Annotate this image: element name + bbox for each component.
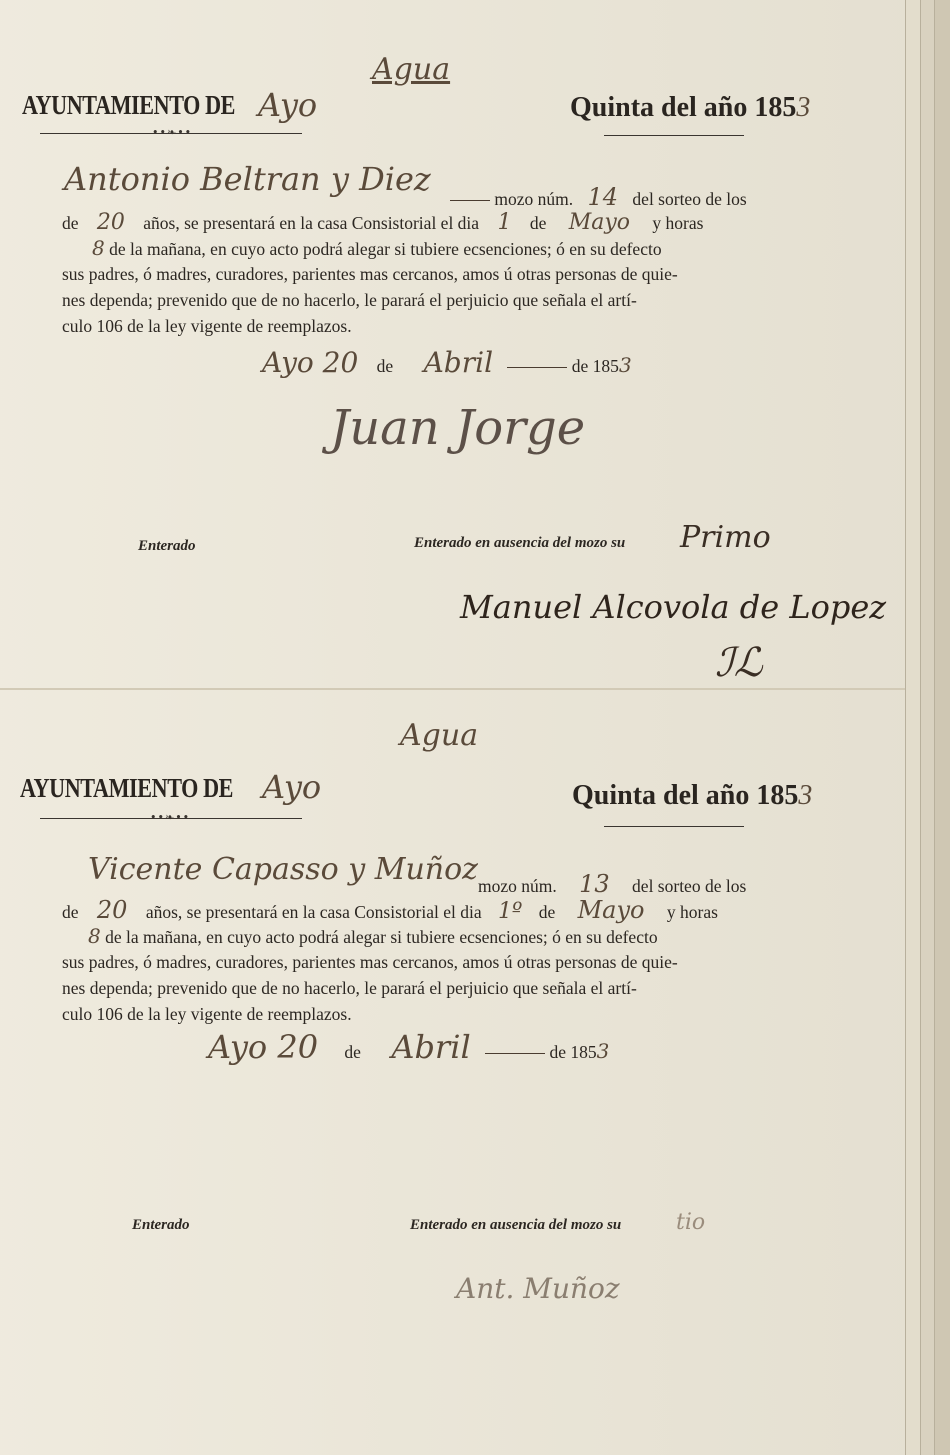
line-2: [62, 898, 718, 926]
quinta-label: Quinta del año 185: [570, 92, 797, 123]
age: 20: [96, 896, 128, 924]
hour: 8: [92, 236, 105, 260]
quinta-heading: [570, 92, 810, 124]
day: 1: [497, 210, 512, 235]
line-2: [62, 210, 703, 237]
quinta-year-digit: 3: [796, 92, 811, 123]
quinta-year-digit: 3: [798, 780, 813, 811]
relative-signature: Ant. Muñoz: [456, 1272, 620, 1305]
enterado-label: Enterado: [138, 538, 196, 554]
quinta-rule: [604, 826, 744, 827]
date-month: Abril: [423, 346, 494, 379]
enterado-ausencia-label: Enterado en ausencia del mozo su: [410, 1217, 622, 1233]
date-year-digit: 3: [618, 353, 632, 377]
quinta-rule: [604, 135, 744, 136]
mozo-number: 14: [587, 183, 619, 211]
ornament-left: ••❧••: [152, 126, 193, 139]
de-label: de: [62, 213, 79, 233]
date-year-digit: 3: [596, 1039, 610, 1063]
page-edge-3: [934, 0, 950, 1455]
de-label-2: de: [538, 902, 556, 922]
place-name: Ayo: [258, 86, 318, 124]
youth-name: Vicente Capasso y Muñoz: [88, 852, 478, 887]
date-de: de: [344, 1042, 361, 1062]
relation: Primo: [680, 520, 771, 555]
line-1: [450, 185, 747, 213]
page-edge-2: [920, 0, 935, 1455]
line3-text: de la mañana, en cuyo acto podrá alegar si tubiere ecsenciones; ó en su defecto: [109, 239, 662, 259]
youth-name: Antonio Beltran y Diez: [64, 160, 431, 198]
relative-signature: Manuel Alcovola de Lopez: [460, 588, 887, 626]
month: Mayo: [568, 210, 631, 235]
hour: 8: [88, 924, 101, 948]
date-de: de: [376, 356, 394, 376]
line-5: nes dependa; prevenido que de no hacerlo, le parará el perjuicio que señala el artí-: [62, 978, 637, 998]
line3-text: de la mañana, en cuyo acto podrá alegar si tubiere ecsenciones; ó en su defecto: [105, 927, 658, 947]
rubric-mark: ℐℒ: [715, 640, 763, 686]
line-4: sus padres, ó madres, curadores, parientes mas cercanos, amos ú otras personas de quie-: [62, 952, 678, 972]
place-name: Ayo: [262, 768, 322, 806]
date-line: [208, 1028, 610, 1066]
date-place: Ayo 20: [208, 1028, 319, 1066]
line2-mid: años, se presentará en la casa Consistorial el dia: [145, 902, 482, 922]
municipality-name: Agua: [400, 718, 479, 753]
line1-tail: del sorteo de los: [632, 189, 747, 209]
official-signature: Juan Jorge: [330, 400, 586, 456]
mozo-label: mozo núm.: [478, 876, 557, 896]
quinta-label: Quinta del año 185: [572, 780, 799, 811]
line2-tail: y horas: [652, 213, 704, 233]
quinta-heading: [572, 780, 812, 812]
line1-tail: del sorteo de los: [632, 876, 747, 896]
line-3: [88, 924, 658, 951]
enterado-ausencia-label: Enterado en ausencia del mozo su: [414, 535, 626, 551]
line-6: culo 106 de la ley vigente de reemplazos.: [62, 1004, 352, 1024]
mozo-number: 13: [579, 870, 610, 898]
line2-mid: años, se presentará en la casa Consistorial el dia: [143, 213, 480, 233]
enterado-label: Enterado: [132, 1217, 190, 1233]
de-label-2: de: [529, 213, 547, 233]
line-5: nes dependa; prevenido que de no hacerlo, le parará el perjuicio que señala el artí-: [62, 290, 637, 310]
municipality-heading: AYUNTAMIENTO DE: [20, 773, 234, 803]
line-4: sus padres, ó madres, curadores, parientes mas cercanos, amos ú otras personas de quie-: [62, 264, 678, 284]
month: Mayo: [577, 896, 645, 924]
de-label: de: [62, 902, 79, 922]
municipality-name: Agua: [372, 52, 451, 87]
date-year-prefix: de 185: [549, 1042, 597, 1062]
mozo-label: mozo núm.: [494, 189, 574, 209]
date-place: Ayo 20: [262, 346, 359, 379]
date-line: [262, 346, 632, 380]
relation: tio: [676, 1210, 706, 1235]
day: 1º: [497, 899, 523, 924]
page-fold: [0, 688, 905, 690]
line-3: [92, 236, 662, 263]
line-6: culo 106 de la ley vigente de reemplazos.: [62, 316, 352, 336]
ornament-left: ••❧••: [150, 811, 191, 824]
date-year-prefix: de 185: [571, 356, 619, 376]
date-month: Abril: [391, 1028, 471, 1066]
municipality-heading: AYUNTAMIENTO DE: [22, 90, 236, 120]
age: 20: [96, 210, 125, 235]
page-edge-1: [905, 0, 921, 1455]
line2-tail: y horas: [666, 902, 718, 922]
